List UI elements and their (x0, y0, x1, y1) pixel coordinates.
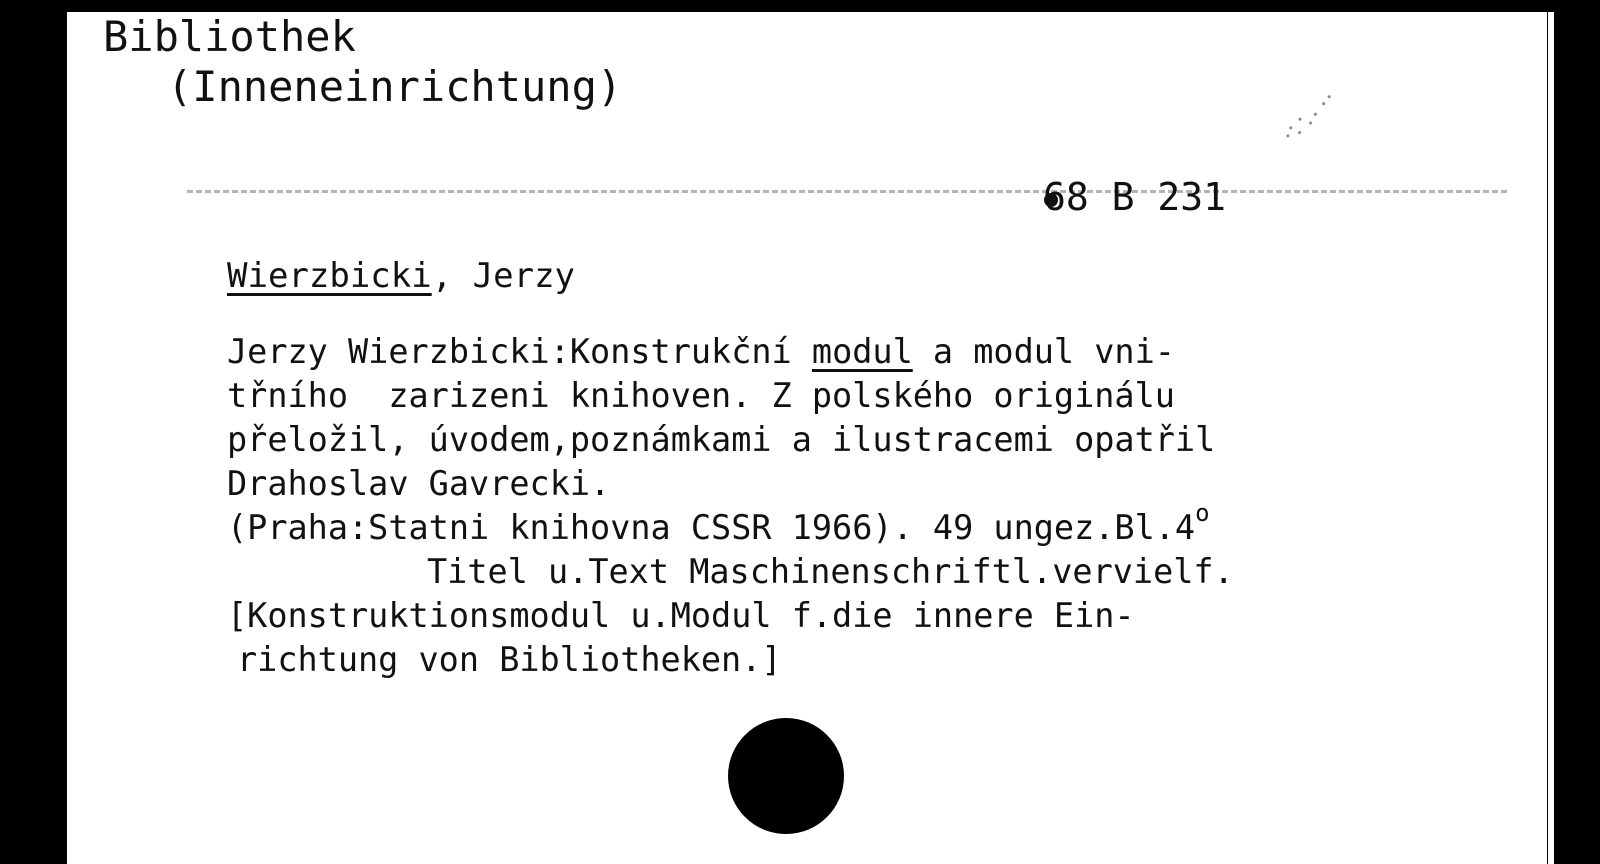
author-surname: Wierzbicki (227, 256, 432, 296)
description-line-1 (227, 330, 1234, 374)
call-number: 68 B 231 (1043, 175, 1227, 219)
faint-stamp-marks (1274, 89, 1354, 155)
description-line-4: Drahoslav Gavrecki. (227, 464, 611, 503)
description-line-3: přeložil, úvodem,poznámkami a ilustracemi opatřil (227, 420, 1216, 459)
translation-line-1: [Konstruktionsmodul u.Modul f.die innere Ein- (227, 596, 1135, 635)
description-line-1-start: Jerzy Wierzbicki:Konstrukční (227, 332, 812, 371)
dotted-separator (187, 190, 1507, 193)
author-forename: Jerzy (472, 256, 576, 296)
subject-subheading: (Inneneinrichtung) (167, 62, 623, 111)
punched-hole (728, 718, 844, 834)
translation-line-2: richtung von Bibliotheken.] (237, 640, 782, 679)
imprint-text: (Praha:Statni knihovna CSSR 1966). 49 ungez.Bl.4 (227, 508, 1196, 547)
note-line: Titel u.Text Maschinenschriftl.vervielf. (427, 552, 1234, 591)
card-edge-strip (1548, 12, 1554, 864)
bibliographic-description (227, 330, 1234, 682)
imprint-line (227, 499, 1234, 550)
author-separator: , (431, 256, 473, 296)
index-card (67, 12, 1547, 864)
subject-heading-main: Bibliothek (103, 12, 356, 61)
subject-heading (103, 12, 622, 112)
author-entry (227, 256, 575, 296)
description-line-2: třního zarizeni knihoven. Z polského originálu (227, 376, 1175, 415)
format-degree: o (1195, 499, 1210, 527)
underlined-term: modul (811, 332, 913, 371)
description-line-1-end: a modul vni- (912, 332, 1175, 371)
